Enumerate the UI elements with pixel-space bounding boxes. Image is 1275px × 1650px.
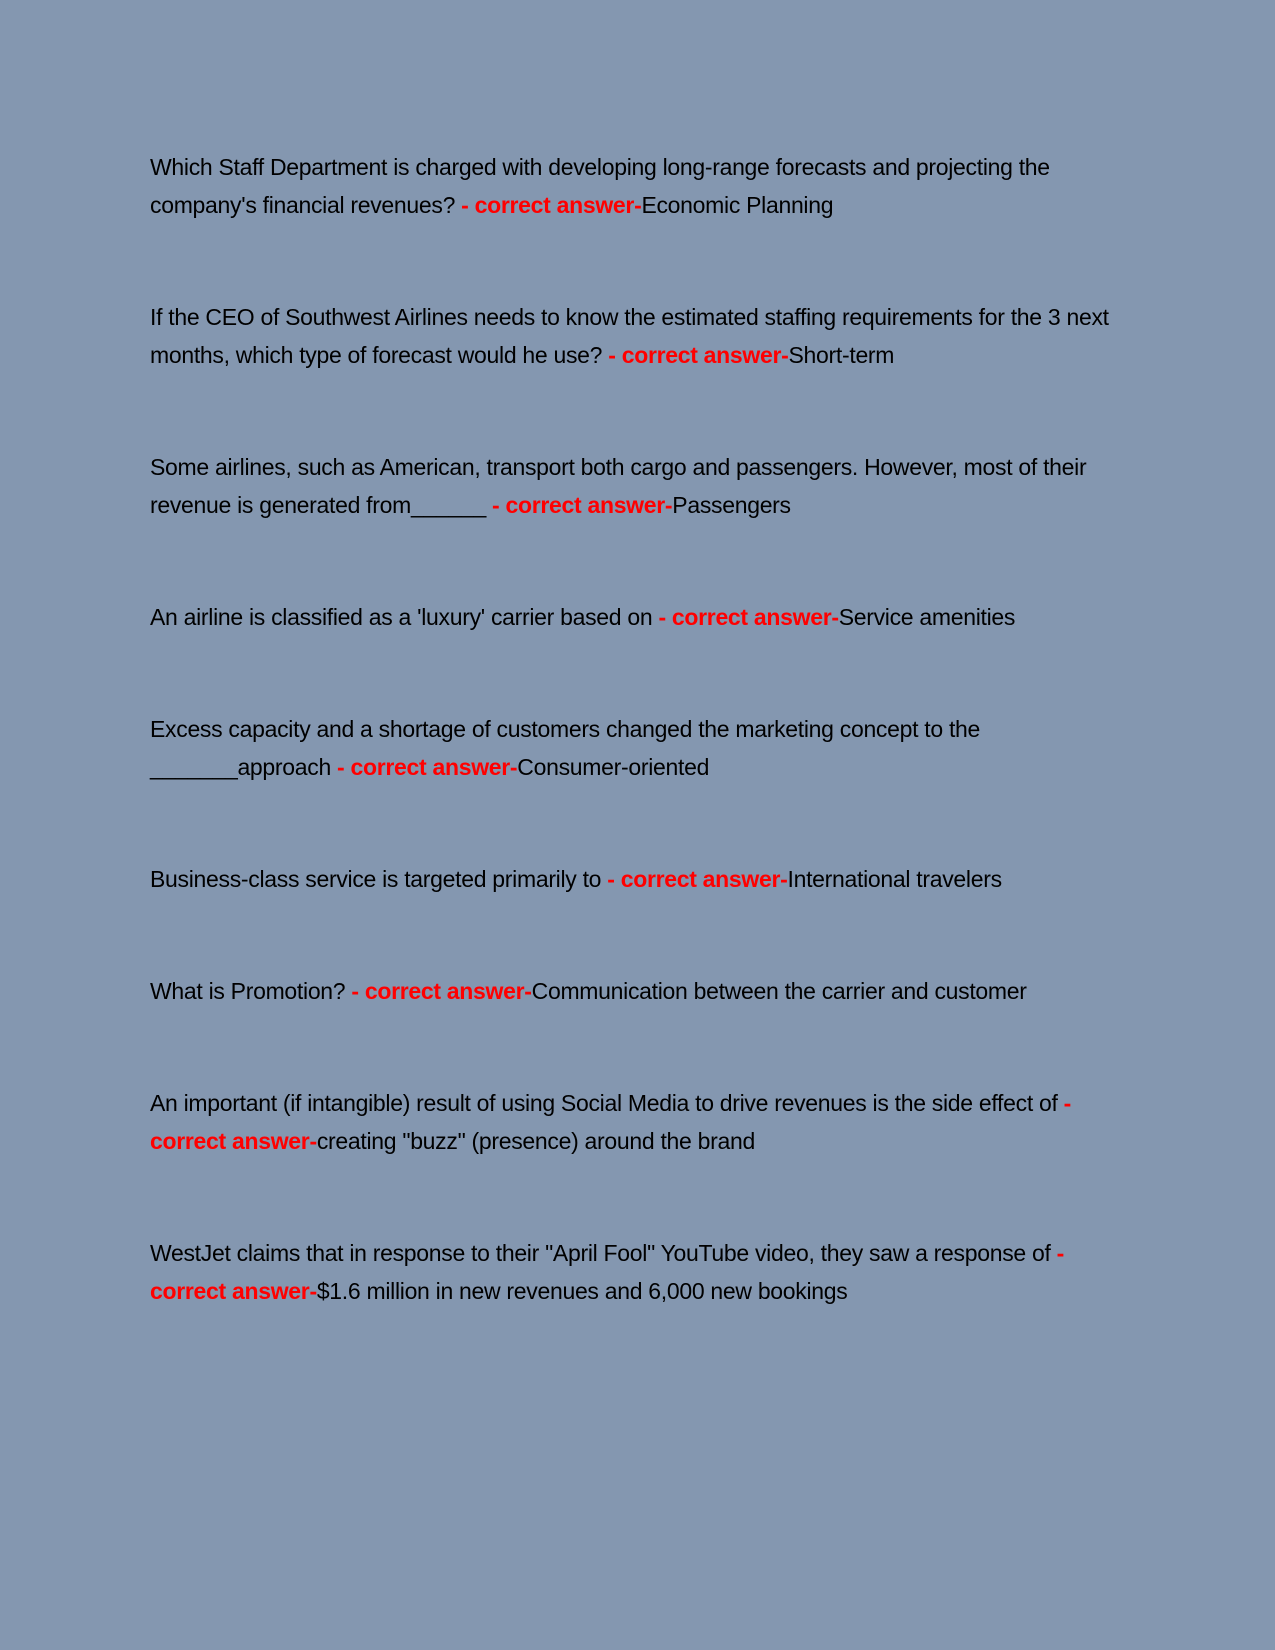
qa-item-1 — [150, 148, 1130, 224]
qa-item-3 — [150, 448, 1130, 524]
correct-answer-marker: - correct answer- — [330, 754, 518, 780]
qa-item-4 — [150, 598, 1130, 636]
correct-answer-marker: - correct answer- — [150, 1090, 1072, 1154]
question-text: An airline is classified as a 'luxury' carrier based on — [150, 604, 653, 630]
qa-item-7 — [150, 972, 1130, 1010]
answer-text: International travelers — [787, 866, 1002, 892]
answer-text: Economic Planning — [641, 192, 834, 218]
question-text: What is Promotion? — [150, 978, 346, 1004]
question-text: Some airlines, such as American, transport both cargo and passengers. However, most of their revenue is generated from______ — [150, 454, 1087, 518]
question-text: Excess capacity and a shortage of customers changed the marketing concept to the _______approach — [150, 716, 981, 780]
correct-answer-marker: - correct answer- — [150, 1240, 1065, 1304]
answer-text: $1.6 million in new revenues and 6,000 new bookings — [316, 1278, 848, 1304]
question-text: An important (if intangible) result of using Social Media to drive revenues is the side effect of — [150, 1090, 1058, 1116]
answer-text: Consumer-oriented — [517, 754, 710, 780]
qa-item-6 — [150, 860, 1130, 898]
qa-item-5 — [150, 710, 1130, 786]
question-text: Which Staff Department is charged with developing long-range forecasts and projecting the company's financial revenues? — [150, 154, 1050, 218]
correct-answer-marker: - correct answer- — [602, 342, 789, 368]
answer-text: creating "buzz" (presence) around the brand — [316, 1128, 755, 1154]
qa-item-8 — [150, 1084, 1130, 1160]
answer-text: Passengers — [672, 492, 791, 518]
question-text: WestJet claims that in response to their "April Fool" YouTube video, they saw a response of — [150, 1240, 1051, 1266]
answer-text: Communication between the carrier and customer — [531, 978, 1027, 1004]
question-text: Business-class service is targeted primarily to — [150, 866, 602, 892]
qa-item-9 — [150, 1234, 1130, 1310]
correct-answer-marker: - correct answer- — [455, 192, 642, 218]
correct-answer-marker: - correct answer- — [601, 866, 788, 892]
document-page — [150, 148, 1130, 1384]
correct-answer-marker: - correct answer- — [345, 978, 532, 1004]
answer-text: Short-term — [788, 342, 895, 368]
correct-answer-marker: - correct answer- — [485, 492, 673, 518]
qa-item-2 — [150, 298, 1130, 374]
correct-answer-marker: - correct answer- — [652, 604, 839, 630]
question-text: If the CEO of Southwest Airlines needs to know the estimated staffing requirements for the 3 next months, which type of forecast would he use? — [150, 304, 1109, 368]
answer-text: Service amenities — [838, 604, 1016, 630]
